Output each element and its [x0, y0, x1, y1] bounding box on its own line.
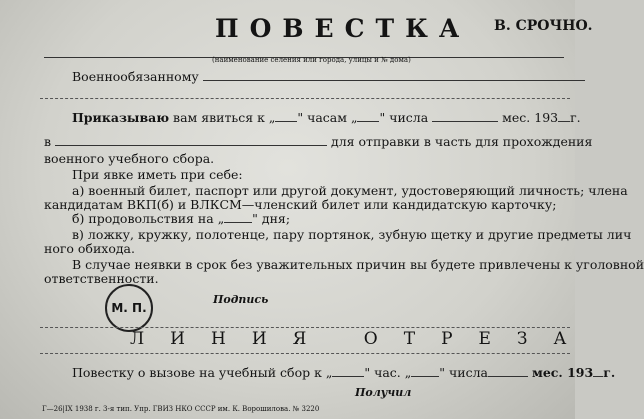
urgent-label: В. СРОЧНО.: [494, 18, 593, 34]
stub-quote-open-1: „: [325, 365, 333, 380]
stub-hour-field: [332, 376, 364, 377]
stub-month-label: мес. 193: [531, 365, 594, 380]
order-hours-label: часам: [307, 110, 347, 125]
document-title: ПОВЕСТКА: [215, 14, 471, 43]
stamp-label: М. П.: [111, 301, 147, 315]
order-day-label: числа: [389, 110, 429, 125]
print-footer: Г—26|IX 1938 г. 3-я тип. Упр. ГВИЗ НКО СССР им. К. Ворошилова. № 3220: [42, 405, 320, 413]
bring-item-b-suffix: дня;: [261, 211, 291, 226]
stub-day-label: числа: [449, 365, 488, 380]
separator-top: [40, 98, 570, 99]
address-caption: (наименование селения или города, улицы и № дома): [212, 56, 411, 64]
cut-line-bottom: [40, 353, 570, 354]
bring-item-c-line-1: в) ложку, кружку, полотенце, пару портянок, зубную щетку и другие предметы лич: [72, 227, 632, 242]
stub-day-field: [411, 376, 439, 377]
warning-line-1: В случае неявки в срок без уважительных причин вы будете привлечены к уголовной: [72, 257, 644, 272]
bring-item-a-line-1: а) военный билет, паспорт или другой документ, удостоверяющий личность; члена: [72, 183, 628, 198]
stub-hour-label: час.: [374, 365, 401, 380]
stub-row: [72, 365, 615, 380]
order-row-1: [72, 110, 581, 125]
bring-item-b: [72, 211, 290, 226]
stamp-place: [105, 284, 153, 332]
bring-item-b-prefix: б) продовольствия на: [72, 211, 214, 226]
bring-heading: При явке иметь при себе:: [72, 167, 243, 182]
order-camp-text: военного учебного сбора.: [44, 151, 215, 166]
order-row-2: [44, 134, 592, 149]
recipient-name-field: [203, 80, 585, 81]
cut-line-label: ЛИНИЯ ОТРЕЗА: [130, 329, 593, 349]
day-field: [357, 121, 379, 122]
year-field: [558, 121, 570, 122]
order-quote-close-2: ": [379, 110, 386, 125]
order-text-1: вам явиться к: [173, 110, 265, 125]
days-field: [224, 222, 252, 223]
order-quote-open-1: „: [268, 110, 276, 125]
order-quote-open-2: „: [350, 110, 358, 125]
hour-field: [275, 121, 297, 122]
received-label: Получил: [355, 386, 412, 399]
stub-quote-open-2: „: [404, 365, 412, 380]
stub-month-field: [488, 376, 528, 377]
stub-quote-close-2: ": [439, 365, 446, 380]
order-bold-word: Приказываю: [72, 110, 170, 125]
order-in-label: в: [44, 134, 52, 149]
warning-line-2: ответственности.: [44, 271, 159, 286]
recipient-label: Военнообязанному: [72, 69, 199, 84]
signature-label: Подпись: [213, 293, 269, 306]
stub-year-field: [593, 376, 603, 377]
location-field: [55, 145, 327, 146]
bring-item-b-quote-close: ": [252, 211, 258, 226]
bring-item-c-line-2: ного обихода.: [44, 241, 135, 256]
month-field: [432, 121, 498, 122]
stub-text: Повестку о вызове на учебный сбор к: [72, 365, 322, 380]
stub-year-suffix: г.: [603, 365, 616, 380]
order-year-suffix: г.: [570, 110, 581, 125]
order-quote-close-1: ": [297, 110, 304, 125]
cut-line-top: [40, 327, 570, 328]
recipient-row: [72, 69, 585, 84]
bring-item-b-quote-open: „: [217, 211, 225, 226]
order-month-label: мес. 193: [502, 110, 559, 125]
order-dispatch-text: для отправки в часть для прохождения: [331, 134, 593, 149]
stub-quote-close-1: ": [364, 365, 371, 380]
bring-item-a-line-2: кандидатам ВКП(б) и ВЛКСМ—членский билет или кандидатскую карточку;: [44, 197, 557, 212]
